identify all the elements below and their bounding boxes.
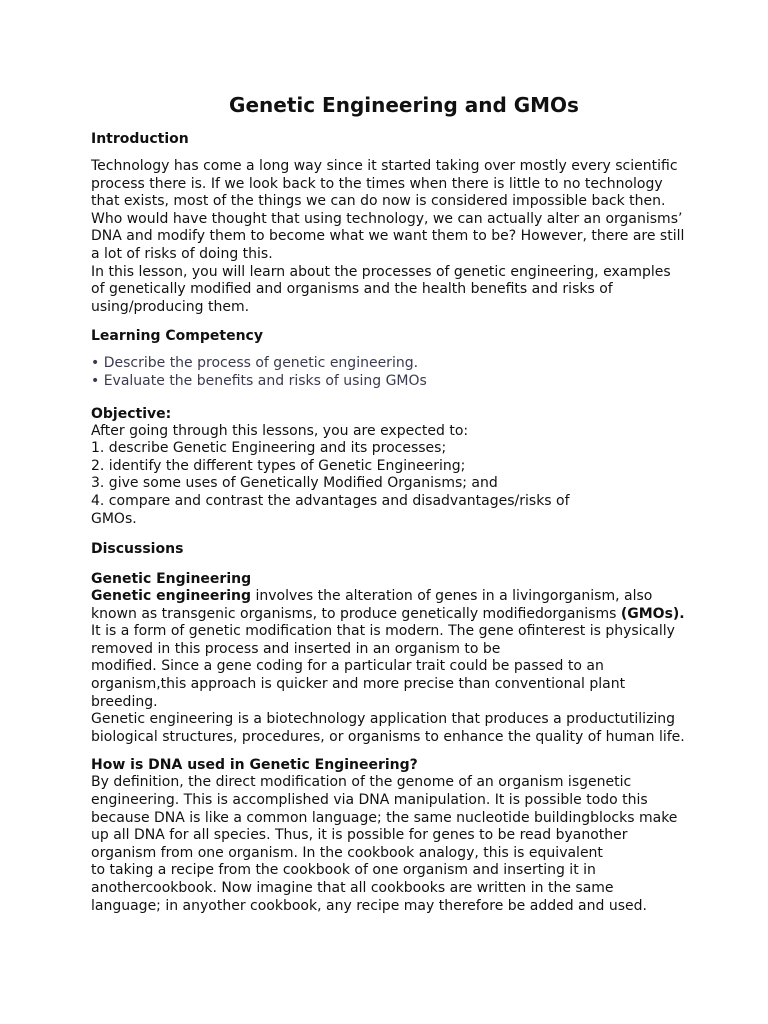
objective-line: After going through this lessons, you are expected to: xyxy=(91,422,469,439)
dna-usage-paragraph xyxy=(91,774,691,915)
dna-line: up all DNA for all species. Thus, it is possible for genes to be read byanother xyxy=(91,827,628,844)
dna-line: to taking a recipe from the cookbook of one organism and inserting it in xyxy=(91,862,596,879)
introduction-line: using/producing them. xyxy=(91,298,250,315)
competency-list xyxy=(91,355,691,390)
dna-line: organism from one organism. In the cookbook analogy, this is equivalent xyxy=(91,844,603,861)
ge-line-text: known as transgenic organisms, to produce genetically modifiedorganisms xyxy=(91,605,621,622)
objective-line: GMOs. xyxy=(91,510,137,527)
ge-line: biological structures, procedures, or organisms to enhance the quality of human life. xyxy=(91,728,685,745)
document-content xyxy=(91,92,691,915)
ge-line-text: involves the alteration of genes in a livingorganism, also xyxy=(251,588,653,605)
document-title: Genetic Engineering and GMOs xyxy=(229,93,579,117)
introduction-line: In this lesson, you will learn about the processes of genetic engineering, examples xyxy=(91,263,671,280)
ge-line: It is a form of genetic modification that is modern. The gene ofinterest is physically xyxy=(91,623,675,640)
introduction-line: process there is. If we look back to the times when there is little to no technology xyxy=(91,175,663,192)
introduction-line: a lot of risks of doing this. xyxy=(91,245,273,262)
objective-line: 2. identify the different types of Genetic Engineering; xyxy=(91,457,466,474)
introduction-line: Who would have thought that using technology, we can actually alter an organisms’ xyxy=(91,210,683,227)
dna-line: engineering. This is accomplished via DNA manipulation. It is possible todo this xyxy=(91,792,648,809)
objective-heading: Objective: xyxy=(91,405,172,422)
objective-list xyxy=(91,423,691,529)
competency-item: • Describe the process of genetic engineering. xyxy=(91,355,419,372)
ge-line: breeding. xyxy=(91,693,158,710)
dna-line: because DNA is like a common language; the same nucleotide buildingblocks make xyxy=(91,809,678,826)
gmos-term: (GMOs). xyxy=(620,605,685,622)
dna-line: By definition, the direct modification of the genome of an organism isgenetic xyxy=(91,774,632,791)
ge-term: Genetic engineering xyxy=(91,588,252,605)
ge-line: removed in this process and inserted in an organism to be xyxy=(91,640,501,657)
discussions-heading: Discussions xyxy=(91,541,184,558)
learning-competency-heading: Learning Competency xyxy=(91,328,263,345)
introduction-line: Technology has come a long way since it started taking over mostly every scientific xyxy=(91,158,678,174)
genetic-engineering-heading: Genetic Engineering xyxy=(91,571,252,588)
objective-line: 1. describe Genetic Engineering and its processes; xyxy=(91,440,447,457)
ge-line xyxy=(91,588,691,606)
dna-line: language; in anyother cookbook, any recipe may therefore be added and used. xyxy=(91,897,647,914)
objective-line: 4. compare and contrast the advantages and disadvantages/risks of xyxy=(91,492,570,509)
ge-line: Genetic engineering is a biotechnology application that produces a productutilizing xyxy=(91,711,676,728)
objective-line: 3. give some uses of Genetically Modified Organisms; and xyxy=(91,475,498,492)
introduction-line: DNA and modify them to become what we want them to be? However, there are still xyxy=(91,228,685,245)
ge-line: organism,this approach is quicker and more precise than conventional plant xyxy=(91,676,626,693)
introduction-line: of genetically modified and organisms and the health benefits and risks of xyxy=(91,281,613,298)
ge-line xyxy=(91,606,691,624)
introduction-paragraph xyxy=(91,158,691,316)
competency-item: • Evaluate the benefits and risks of using GMOs xyxy=(91,372,427,389)
genetic-engineering-paragraph xyxy=(91,588,691,746)
introduction-line: that exists, most of the things we can do now is considered impossible back then. xyxy=(91,193,666,210)
ge-line: modified. Since a gene coding for a particular trait could be passed to an xyxy=(91,658,604,675)
introduction-heading: Introduction xyxy=(91,131,189,147)
dna-line: anothercookbook. Now imagine that all cookbooks are written in the same xyxy=(91,880,614,896)
dna-usage-heading: How is DNA used in Genetic Engineering? xyxy=(91,757,418,774)
